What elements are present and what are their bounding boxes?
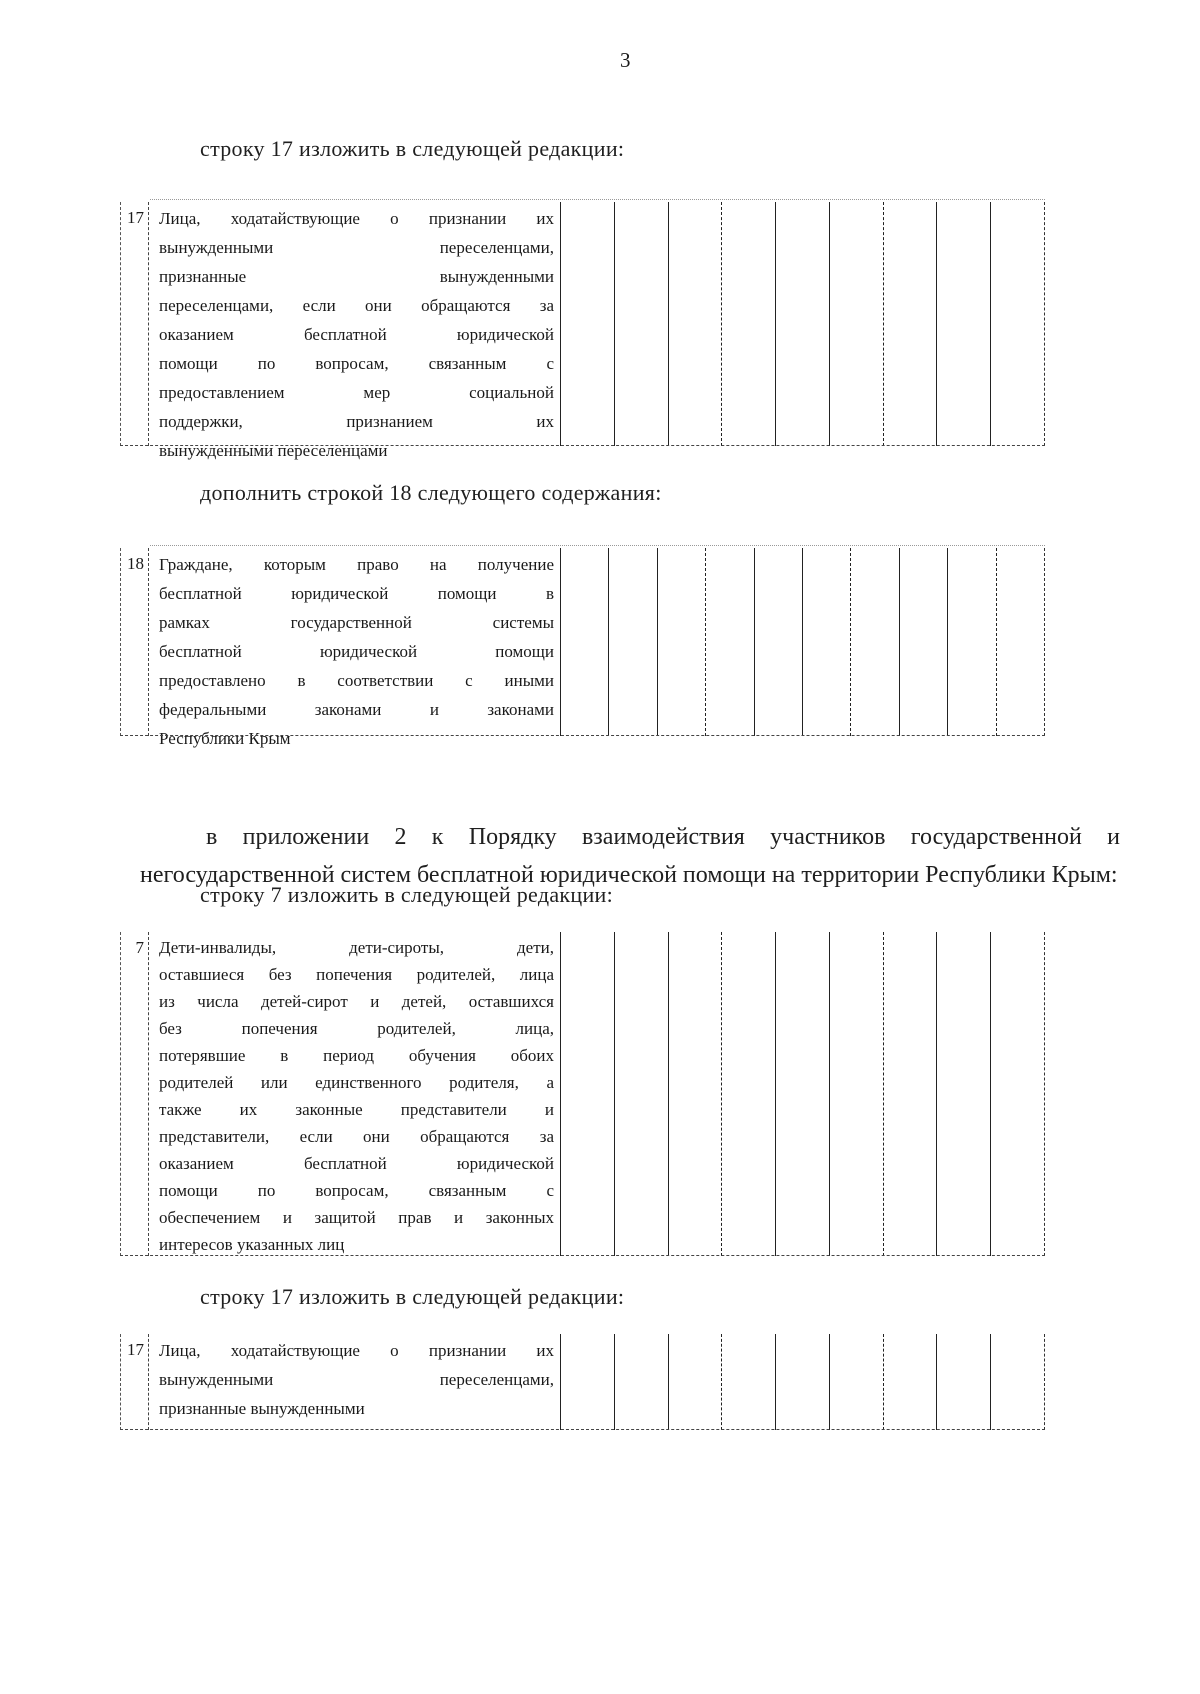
desc-line: Дети-инвалиды, дети-сироты, дети, xyxy=(159,938,554,957)
table-cell xyxy=(803,548,851,736)
heading-row17-edit-2: строку 17 изложить в следующей редакции: xyxy=(200,1284,625,1309)
table-cell xyxy=(937,1334,991,1430)
table-bottom-border xyxy=(120,1429,1045,1430)
desc-line: обеспечением и защитой прав и законных xyxy=(159,1208,554,1227)
desc-line: оказанием бесплатной юридической xyxy=(159,325,554,344)
table-top-border xyxy=(150,199,1045,200)
desc-line: оказанием бесплатной юридической xyxy=(159,1154,554,1173)
desc-line: признанные вынужденными xyxy=(159,267,554,286)
table-cell xyxy=(937,202,991,446)
desc-line: Лица, ходатайствующие о признании их xyxy=(159,209,554,228)
heading-row17-edit: строку 17 изложить в следующей редакции: xyxy=(200,136,625,161)
table-cell xyxy=(658,548,706,736)
desc-line: федеральными законами и законами xyxy=(159,700,554,719)
table-row-17-partial xyxy=(120,1334,1045,1430)
row-description xyxy=(148,932,561,1256)
table-cell xyxy=(884,202,938,446)
table-cell xyxy=(997,548,1045,736)
table-cell xyxy=(722,1334,776,1430)
desc-line: оставшиеся без попечения родителей, лица xyxy=(159,965,554,984)
table-bottom-border xyxy=(120,1255,1045,1256)
empty-cells xyxy=(561,202,1045,446)
desc-line: помощи по вопросам, связанным с xyxy=(159,1181,554,1200)
desc-line: также их законные представители и xyxy=(159,1100,554,1119)
page-number: 3 xyxy=(620,48,631,72)
empty-cells xyxy=(561,932,1045,1256)
table-cell xyxy=(776,202,830,446)
table-cell xyxy=(669,202,723,446)
table-row-7 xyxy=(120,932,1045,1256)
desc-line: без попечения родителей, лица, xyxy=(159,1019,554,1038)
desc-line: интересов указанных лиц xyxy=(159,1235,345,1254)
desc-line: из числа детей-сирот и детей, оставшихся xyxy=(159,992,554,1011)
heading-row7-edit: строку 7 изложить в следующей редакции: xyxy=(200,882,614,907)
table-cell xyxy=(755,548,803,736)
desc-line: представители, если они обращаются за xyxy=(159,1127,554,1146)
desc-line: Граждане, которым право на получение xyxy=(159,555,554,574)
desc-line: поддержки, признанием их xyxy=(159,412,554,431)
table-cell xyxy=(851,548,899,736)
table-cell xyxy=(615,1334,669,1430)
table-bottom-border xyxy=(120,445,1045,446)
desc-line: потерявшие в период обучения обоих xyxy=(159,1046,554,1065)
row-number: 17 xyxy=(120,202,148,446)
table-cell xyxy=(991,1334,1045,1430)
table-cell xyxy=(609,548,657,736)
table-cell xyxy=(884,1334,938,1430)
paragraph-text: в приложении 2 к Порядку взаимодействия участников государственной и негосударственной систем бесплатной юридической помощи на территории Республики Крым: xyxy=(140,824,1120,888)
desc-line: Республики Крым xyxy=(159,729,291,748)
table-row-17 xyxy=(120,202,1045,460)
empty-cells xyxy=(561,548,1045,736)
table-cell xyxy=(669,1334,723,1430)
table-cell xyxy=(937,932,991,1256)
table-cell xyxy=(830,932,884,1256)
table-cell xyxy=(830,1334,884,1430)
empty-cells xyxy=(561,1334,1045,1430)
table-cell xyxy=(669,932,723,1256)
table-cell xyxy=(900,548,948,736)
table-cell xyxy=(776,932,830,1256)
desc-line: предоставлено в соответствии с иными xyxy=(159,671,554,690)
table-cell xyxy=(561,548,609,736)
table-cell xyxy=(722,202,776,446)
desc-line: Лица, ходатайствующие о признании их xyxy=(159,1341,554,1360)
table-cell xyxy=(722,932,776,1256)
row-number: 7 xyxy=(120,932,148,1256)
row-number: 18 xyxy=(120,548,148,736)
table-cell xyxy=(884,932,938,1256)
row-description xyxy=(148,202,561,460)
row-description xyxy=(148,548,561,748)
desc-line: вынужденными переселенцами, xyxy=(159,238,554,257)
table-cell xyxy=(561,1334,615,1430)
table-bottom-border xyxy=(120,735,1045,736)
table-top-border xyxy=(150,545,1045,546)
table-cell xyxy=(615,202,669,446)
table-cell xyxy=(561,932,615,1256)
desc-line: признанные вынужденными xyxy=(159,1399,365,1418)
desc-line: бесплатной юридической помощи xyxy=(159,642,554,661)
table-row-18 xyxy=(120,548,1045,748)
heading-row18-add: дополнить строкой 18 следующего содержания: xyxy=(200,480,662,505)
table-cell xyxy=(830,202,884,446)
row-description xyxy=(148,1334,561,1430)
table-cell xyxy=(561,202,615,446)
desc-line: вынужденными переселенцами xyxy=(159,441,388,460)
desc-line: бесплатной юридической помощи в xyxy=(159,584,554,603)
table-cell xyxy=(706,548,754,736)
table-cell xyxy=(776,1334,830,1430)
desc-line: помощи по вопросам, связанным с xyxy=(159,354,554,373)
desc-line: рамках государственной системы xyxy=(159,613,554,632)
desc-line: предоставлением мер социальной xyxy=(159,383,554,402)
row-number: 17 xyxy=(120,1334,148,1430)
table-cell xyxy=(948,548,996,736)
desc-line: вынужденными переселенцами, xyxy=(159,1370,554,1389)
desc-line: родителей или единственного родителя, а xyxy=(159,1073,554,1092)
table-cell xyxy=(991,932,1045,1256)
table-cell xyxy=(991,202,1045,446)
desc-line: переселенцами, если они обращаются за xyxy=(159,296,554,315)
table-cell xyxy=(615,932,669,1256)
